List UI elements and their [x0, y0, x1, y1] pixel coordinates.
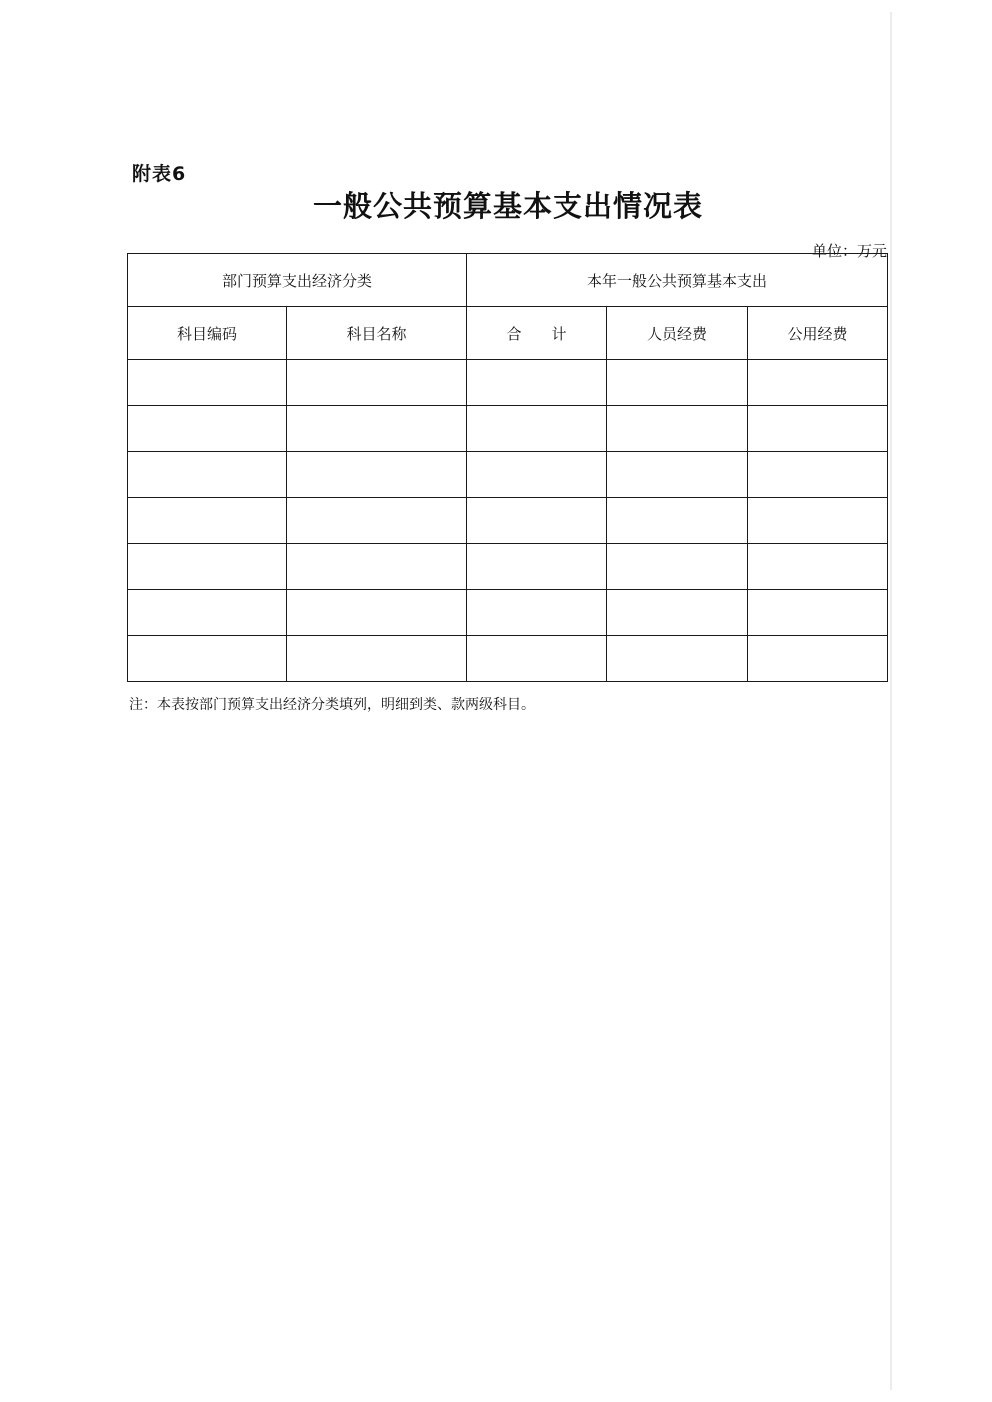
table-row [128, 360, 888, 406]
cell-subject-name [287, 360, 467, 406]
cell-personnel [607, 406, 748, 452]
cell-subject-code [128, 544, 287, 590]
cell-total [467, 406, 607, 452]
table-row [128, 544, 888, 590]
group-header-row [128, 254, 888, 307]
column-header-row [128, 307, 888, 360]
cell-public-use [748, 360, 888, 406]
cell-subject-name [287, 544, 467, 590]
table-row [128, 636, 888, 682]
cell-personnel [607, 360, 748, 406]
cell-subject-name [287, 590, 467, 636]
page-title: 一般公共预算基本支出情况表 [312, 189, 703, 223]
budget-table [127, 253, 888, 682]
table-row [128, 498, 888, 544]
cell-total [467, 360, 607, 406]
column-header-total: 合 计 [467, 307, 607, 360]
cell-personnel [607, 498, 748, 544]
cell-total [467, 590, 607, 636]
column-header-subject-code: 科目编码 [128, 307, 287, 360]
cell-subject-code [128, 498, 287, 544]
cell-subject-code [128, 636, 287, 682]
cell-subject-name [287, 636, 467, 682]
cell-public-use [748, 544, 888, 590]
table-row [128, 406, 888, 452]
column-header-personnel: 人员经费 [607, 307, 748, 360]
cell-subject-name [287, 406, 467, 452]
column-header-public-use: 公用经费 [748, 307, 888, 360]
cell-public-use [748, 452, 888, 498]
footnote: 注：本表按部门预算支出经济分类填列，明细到类、款两级科目。 [129, 697, 535, 713]
cell-subject-code [128, 360, 287, 406]
header-expenditure: 本年一般公共预算基本支出 [467, 254, 888, 307]
cell-subject-name [287, 452, 467, 498]
cell-total [467, 452, 607, 498]
cell-subject-name [287, 498, 467, 544]
cell-public-use [748, 498, 888, 544]
cell-subject-code [128, 452, 287, 498]
cell-total [467, 636, 607, 682]
cell-public-use [748, 590, 888, 636]
table-row [128, 452, 888, 498]
cell-personnel [607, 544, 748, 590]
cell-personnel [607, 590, 748, 636]
unit-label: 单位：万元 [811, 242, 887, 260]
table-row [128, 590, 888, 636]
cell-personnel [607, 452, 748, 498]
cell-total [467, 498, 607, 544]
attachment-label: 附表6 [132, 163, 187, 185]
cell-public-use [748, 636, 888, 682]
cell-total [467, 544, 607, 590]
cell-subject-code [128, 590, 287, 636]
cell-personnel [607, 636, 748, 682]
column-header-subject-name: 科目名称 [287, 307, 467, 360]
cell-public-use [748, 406, 888, 452]
page-edge-line [890, 12, 892, 1390]
header-classification: 部门预算支出经济分类 [128, 254, 467, 307]
cell-subject-code [128, 406, 287, 452]
